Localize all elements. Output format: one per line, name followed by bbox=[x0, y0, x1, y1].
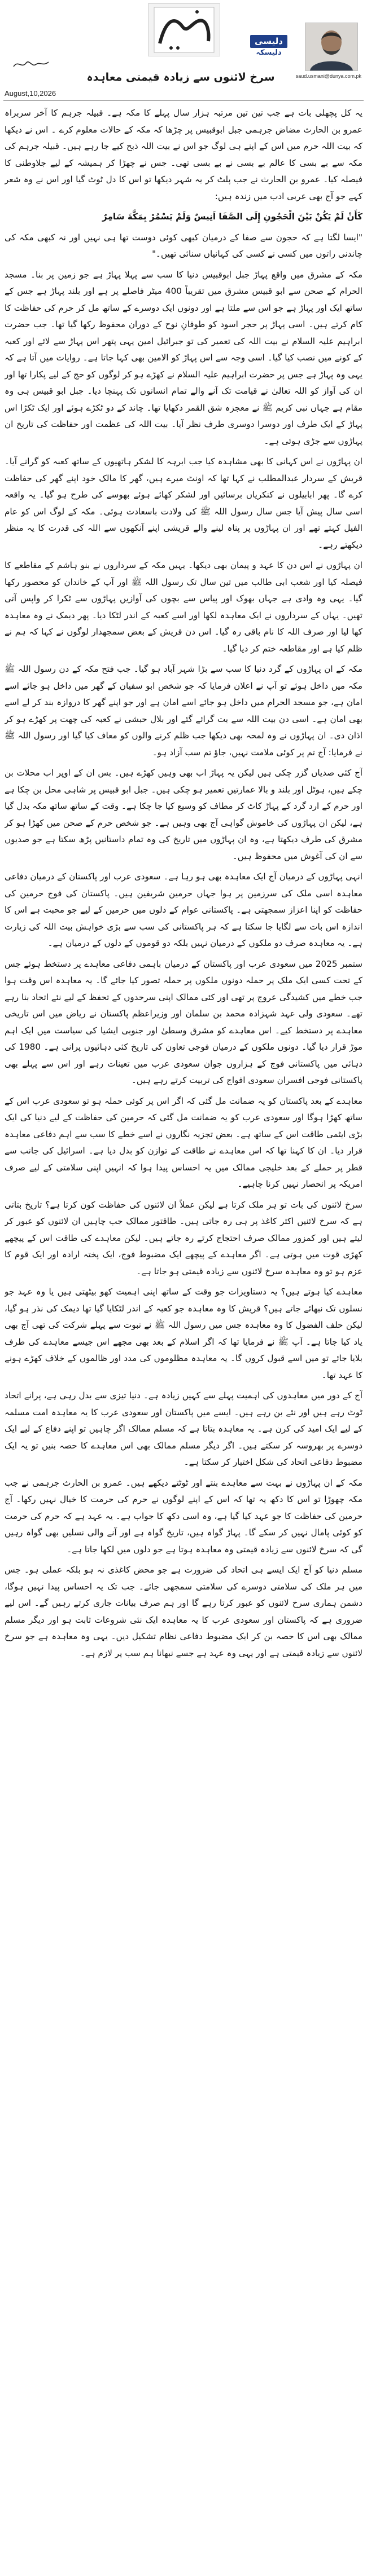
article-paragraph: مسلم دنیا کو آج ایک ایسے ہی اتحاد کی ضرورت ہے جو محض کاغذی نہ ہو بلکہ عملی ہو۔ جس میں ہر ملک کی سلامتی دوسرے کی سلامتی سمجھی جائے۔ جب تک یہ احساس پیدا نہیں ہوگا، دشمن ہماری سرخ لائنوں کو عبور کرتا رہے گا اور ہم صرف بیانات جاری کرتے رہیں گے۔ اس لیے ضروری ہے کہ پاکستان اور سعودی عرب کا یہ معاہدہ ایک نئی شروعات ثابت ہو اور دیگر مسلم ممالک بھی اس کا حصہ بن کر ایک مضبوط دفاعی نظام تشکیل دیں۔ یہی وہ معاہدہ ہے جو سرخ لائنوں سے زیادہ قیمتی ہے اور یہی وہ عہد ہے جسے نبھانا ہم سب پر لازم ہے۔ bbox=[5, 1565, 362, 1658]
column-headline: سرخ لائنوں سے زیادہ قیمتی معاہدہ bbox=[86, 71, 275, 83]
article-paragraph: ستمبر 2025 میں سعودی عرب اور پاکستان کے درمیان باہمی دفاعی معاہدے پر دستخط ہوئے جس کے تحت کسی ایک ملک پر حملہ دونوں ملکوں پر حملہ تصور کیا جائے گا۔ یہ معاہدہ اس وقت ہوا جب خطے میں کشیدگی عروج پر تھی اور کئی ممالک اپنی سرحدوں کے تحفظ کے لیے نئے اتحاد بنا رہے تھے۔ سعودی ولی عہد شہزادہ محمد بن سلمان اور وزیراعظم پاکستان نے ریاض میں اس تاریخی معاہدے پر دستخط کیے۔ اس معاہدے کو مشرق وسطیٰ اور جنوبی ایشیا کی سیاست میں ایک اہم موڑ قرار دیا گیا۔ دونوں ملکوں کے درمیان فوجی تعاون کی تاریخ کئی دہائیوں پرانی ہے۔ 1980 کی دہائی میں پاکستانی فوج کے ہزاروں جوان سعودی عرب میں تعینات رہے اور اس سے پہلے بھی پاکستانی فوجی افسران سعودی افواج کی تربیت کرتے رہے ہیں۔ bbox=[5, 958, 362, 1085]
publication-date: August,10,2026 bbox=[5, 89, 56, 98]
article-paragraph: آج کئی صدیاں گزر چکی ہیں لیکن یہ پہاڑ اب بھی وہیں کھڑے ہیں۔ بس ان کے اوپر اب محلات بن چکے ہیں، ہوٹل اور بلند و بالا عمارتیں تعمیر ہو چکی ہیں۔ جبل ابو قبیس پر شاہی محل بن چکا ہے اور حرم کے ارد گرد کے پہاڑ کاٹ کر مطاف کو وسیع کیا جا چکا ہے۔ وقت کے ساتھ ساتھ مکہ بدل گیا ہے، لیکن ان پہاڑوں کی خاموش گواہی آج بھی وہیں ہے۔ جو شخص حرم کے صحن میں کھڑا ہو کر مشرق کی طرف دیکھتا ہے، وہ ان پہاڑوں میں تاریخ کی وہ تمام داستانیں پڑھ سکتا ہے جو صدیوں سے ان کی آغوش میں محفوظ ہیں۔ bbox=[5, 768, 362, 861]
article-paragraph: مکہ کے ان پہاڑوں کے گرد دنیا کا سب سے بڑا شہر آباد ہو گیا۔ جب فتح مکہ کے دن رسول اللہ ﷺ مکہ میں داخل ہوئے تو آپ نے اعلان فرمایا کہ جو شخص ابو سفیان کے گھر میں داخل ہو جائے اسے امان ہے، جو مسجد الحرام میں داخل ہو جائے اسے امان ہے اور جو اپنے گھر کا دروازہ بند کر لے اسے بھی امان ہے۔ اسی دن بیت اللہ سے بت گرائے گئے اور بلال حبشی نے کعبہ کی چھت پر کھڑے ہو کر اذان دی۔ ان پہاڑوں نے وہ لمحہ بھی دیکھا جب ظلم کرنے والوں کو معاف کیا گیا اور رسول اللہ ﷺ نے فرمایا: آج تم پر کوئی ملامت نہیں، جاؤ تم سب آزاد ہو۔ bbox=[5, 664, 362, 758]
signature-graphic bbox=[11, 56, 51, 71]
author-email: saud.usmani@dunya.com.pk bbox=[295, 73, 361, 79]
masthead bbox=[0, 0, 367, 98]
article-paragraph: یہ کل پچھلی بات ہے جب تین تین مرتبہ ہزار سال پہلے کا مکہ ہے۔ قبیلہ جرہم کا آخر سربراہ عمرو بن الحارث مضاض جرہمی جبل ابوقبیس پر چڑھا کہ مکہ کے حالات معلوم کرے ۔ اس نے دیکھا کہ بیت اللہ حرم میں اس کے اپنے ہی لوگ جو اس نے بیت اللہ ذبح کیے جا رہے ہیں۔ قبیلہ جرہم کی مکہ سے بے بسی کا عالم بے بسی نے بے بسی تھی۔ جس نے چھڑا کر ہمیشہ کے لیے جلاوطنی کا فیصلہ کیا۔ عمرو بن الحارث نے جب پلٹ کر یہ شہر دیکھا تو اس کا دل ٹوٹ گیا اور اس نے وہ شعر کہے جو آج بھی عربی ادب میں زندہ ہیں: bbox=[5, 108, 362, 201]
newspaper-logo bbox=[148, 3, 220, 56]
article-paragraph: معاہدے کے بعد پاکستان کو یہ ضمانت مل گئی کہ اگر اس پر کوئی حملہ ہو تو سعودی عرب اس کے ساتھ کھڑا ہوگا اور سعودی عرب کو یہ ضمانت مل گئی کہ حرمین کی حفاظت کے لیے دنیا کی ایک بڑی ایٹمی طاقت اس کے ساتھ ہے۔ بعض تجزیہ نگاروں نے اسے خطے کا سب سے اہم دفاعی معاہدہ قرار دیا۔ ان کا کہنا تھا کہ اس معاہدے نے طاقت کے توازن کو بدل دیا ہے۔ اسرائیل کی جانب سے قطر پر حملے کے بعد خلیجی ممالک میں یہ احساس پیدا ہوا کہ انہیں اپنی سلامتی کے لیے صرف امریکہ پر انحصار نہیں کرنا چاہیے۔ bbox=[5, 1095, 362, 1189]
column-badge: دلیسی bbox=[250, 35, 287, 48]
logo-graphic bbox=[148, 4, 220, 56]
author-portrait bbox=[305, 23, 357, 71]
article-paragraph: کَأَنْ لَمْ يَكُنْ بَيْنَ الْحَجُونِ إِلَى الصَّفَا اَنِيسٌ وَلَمْ يَسْمُرْ بِمَكَّةَ سَامِرٌ bbox=[102, 212, 362, 222]
header-divider bbox=[3, 100, 364, 101]
article-paragraph: معاہدے کیا ہوتے ہیں؟ یہ دستاویزات جو وقت کے ساتھ اپنی اہمیت کھو بیٹھتی ہیں یا وہ عہد جو نسلوں تک نبھائے جاتے ہیں؟ قریش کا وہ معاہدہ جو کعبہ کے اندر لٹکایا گیا تھا دیمک کی نذر ہو گیا، لیکن حلف الفضول کا وہ معاہدہ جس میں رسول اللہ ﷺ نے نبوت سے پہلے شرکت کی تھی آج بھی یاد کیا جاتا ہے۔ آپ ﷺ نے فرمایا تھا کہ اگر اسلام کے بعد بھی مجھے اس جیسے معاہدے کی طرف بلایا جائے تو میں اسے قبول کروں گا۔ یہ معاہدہ مظلوموں کی مدد اور ظالموں کے خلاف کھڑے ہونے کا عہد تھا۔ bbox=[5, 1287, 362, 1380]
article-paragraph: ان پہاڑوں نے اس دن کا عہد و پیمان بھی دیکھا۔ یہیں مکہ کے سرداروں نے بنو ہاشم کے مقاطعے کا فیصلہ کیا اور شعب ابی طالب میں تین سال تک رسول اللہ ﷺ اور آپ کے خاندان کو محصور رکھا گیا۔ یہی وہ وادی ہے جہاں بھوک اور پیاس سے بچوں کی آوازیں پہاڑوں سے ٹکرا کر واپس آتی تھیں۔ یہاں کے سرداروں نے ایک معاہدہ لکھا اور اسے کعبہ کے اندر لٹکا دیا۔ پھر دیمک نے وہ معاہدہ کھا لیا اور صرف اللہ کا نام باقی رہ گیا۔ اس دن قریش کے بعض سمجھدار لوگوں نے کہا کہ ہم نے ظلم کیا ہے اور مقاطعہ ختم کر دیا گیا۔ bbox=[5, 560, 362, 654]
article-paragraph: مکہ کے ان پہاڑوں نے بہت سے معاہدے بنتے اور ٹوٹتے دیکھے ہیں۔ عمرو بن الحارث جرہمی نے جب مکہ چھوڑا تو اس کا دکھ یہ تھا کہ اس کے اپنے لوگوں نے حرم کی حرمت کا خیال نہیں رکھا۔ آج حرمین کی حفاظت کا جو عہد کیا گیا ہے، وہ اسی دکھ کا جواب ہے۔ یہ عہد ہے کہ حرم کی حرمت کو کوئی پامال نہیں کر سکے گا۔ پہاڑ گواہ ہیں، تاریخ گواہ ہے اور آنے والی نسلیں بھی گواہ رہیں گی کہ سرخ لائنوں سے زیادہ قیمتی وہ معاہدہ ہوتا ہے جو دلوں میں لکھا جاتا ہے۔ bbox=[5, 1477, 362, 1555]
column-name: دلیسکہ bbox=[256, 48, 282, 57]
author-photo bbox=[305, 23, 358, 71]
article-paragraph: "ایسا لگتا ہے کہ حجون سے صفا کے درمیان کبھی کوئی دوست تھا ہی نہیں اور نہ کبھی مکہ کی چاندنی راتوں میں کسی نے کسی کی کہانیاں سنائی تھیں۔" bbox=[5, 232, 362, 259]
author-signature bbox=[11, 56, 51, 71]
article-paragraph: مکہ کے مشرق میں واقع پہاڑ جبل ابوقبیس دنیا کا سب سے پہلا پہاڑ ہے جو زمین پر بنا۔ مسجد الحرام کے صحن سے ابو قبیس مشرق میں تقریباً 400 میٹر فاصلے پر ہے اور بلند پہاڑ ہے جس کے ساتھ ایک اور پہاڑ ہے جو اس سے ملتا ہے اور دونوں ایک دوسرے کے ساتھ مل کر حرم کی حفاظت کا کام کرتے ہیں۔ اسی پہاڑ پر حجر اسود کو طوفانِ نوح کے دوران محفوظ رکھا گیا تھا۔ جب حضرت ابراہیم علیہ السلام نے بیت اللہ کی تعمیر کی تو جبرائیل امین یہی پتھر اس پہاڑ سے لائے اور کعبہ کے کونے میں نصب کیا گیا۔ اسی وجہ سے اس پہاڑ کو الامین بھی کہا جاتا ہے۔ روایات میں آتا ہے کہ یہی وہ پہاڑ ہے جس پر حضرت ابراہیم علیہ السلام نے کھڑے ہو کر لوگوں کو حج کے لیے پکارا تھا اور ان کی آواز کو اللہ تعالیٰ نے قیامت تک آنے والے تمام انسانوں تک پہنچا دیا۔ جبل ابو قبیس ہی وہ مقام ہے جہاں نبی کریم ﷺ نے معجزہ شق القمر دکھایا تھا۔ چاند کے دو ٹکڑے ہوئے اور ایک ٹکڑا اس پہاڑ کے ایک طرف اور دوسرا دوسری طرف نظر آیا۔ بیت اللہ کی عظمت اور حفاظت کی تاریخ ان پہاڑوں سے جڑی ہوئی ہے۔ bbox=[5, 269, 362, 446]
article-paragraph: ان پہاڑوں نے اس کہانی کا بھی مشاہدہ کیا جب ابرہہ کا لشکر ہاتھیوں کے ساتھ کعبہ کو گرانے آیا۔ قریش کے سردار عبدالمطلب نے کہا تھا کہ اونٹ میرے ہیں، گھر کا مالک خود اپنے گھر کی حفاظت کرے گا۔ پھر ابابیلوں نے کنکریاں برسائیں اور لشکر کھائے ہوئے بھوسے کی طرح ہو گیا۔ یہ واقعہ اسی سال پیش آیا جس سال رسول اللہ ﷺ کی ولادت باسعادت ہوئی۔ مکہ کے لوگ اس کو عام الفیل کہتے تھے اور ان پہاڑوں پر پناہ لینے والے قریشی اپنے آنکھوں سے اللہ کی قدرت کا یہ منظر دیکھتے رہے۔ bbox=[5, 456, 362, 550]
article-paragraph: آج کے دور میں معاہدوں کی اہمیت پہلے سے کہیں زیادہ ہے۔ دنیا تیزی سے بدل رہی ہے، پرانے اتحاد ٹوٹ رہے ہیں اور نئے بن رہے ہیں۔ ایسے میں پاکستان اور سعودی عرب کا یہ معاہدہ امت مسلمہ کے لیے ایک امید کی کرن ہے۔ یہ معاہدہ بتاتا ہے کہ مسلم ممالک اگر چاہیں تو اپنے دفاع کے لیے ایک دوسرے پر بھروسہ کر سکتے ہیں۔ اگر دیگر مسلم ممالک بھی اس معاہدے کا حصہ بنیں تو یہ ایک مضبوط دفاعی اتحاد کی شکل اختیار کر سکتا ہے۔ bbox=[5, 1390, 362, 1467]
article-paragraph: انہی پہاڑوں کے درمیان آج ایک معاہدہ بھی ہو رہا ہے۔ سعودی عرب اور پاکستان کے درمیان دفاعی معاہدہ اسی ملک کی سرزمین پر ہوا جہاں حرمین شریفین ہیں۔ پاکستان کی فوج حرمین کی حفاظت کو اپنا اعزاز سمجھتی ہے۔ پاکستانی عوام کے دلوں میں حرمین کے لیے جو محبت ہے اس کا اندازہ اس بات سے لگایا جا سکتا ہے کہ ہر پاکستانی کی سب سے بڑی خواہش بیت اللہ کی زیارت ہے۔ یہ معاہدہ صرف دو ملکوں کے درمیان نہیں بلکہ دو قوموں کے دلوں کے درمیان ہے۔ bbox=[5, 871, 362, 948]
article-paragraph: سرخ لائنوں کی بات تو ہر ملک کرتا ہے لیکن عملاً ان لائنوں کی حفاظت کون کرتا ہے؟ تاریخ بتاتی ہے کہ سرخ لائنیں اکثر کاغذ پر ہی رہ جاتی ہیں۔ طاقتور ممالک جب چاہیں ان لائنوں کو عبور کر لیتے ہیں اور کمزور ممالک صرف احتجاج کرتے رہ جاتے ہیں۔ لیکن معاہدے کی طاقت اس کے پیچھے کھڑی قوت میں ہوتی ہے۔ اگر معاہدے کے پیچھے ایک مضبوط فوج، ایک پختہ ارادہ اور ایک قوم کا عزم ہو تو وہ معاہدہ سرخ لائنوں سے زیادہ قیمتی ہو جاتا ہے۔ bbox=[5, 1199, 362, 1276]
column-badge-block bbox=[241, 35, 297, 57]
article-body bbox=[5, 105, 362, 2570]
